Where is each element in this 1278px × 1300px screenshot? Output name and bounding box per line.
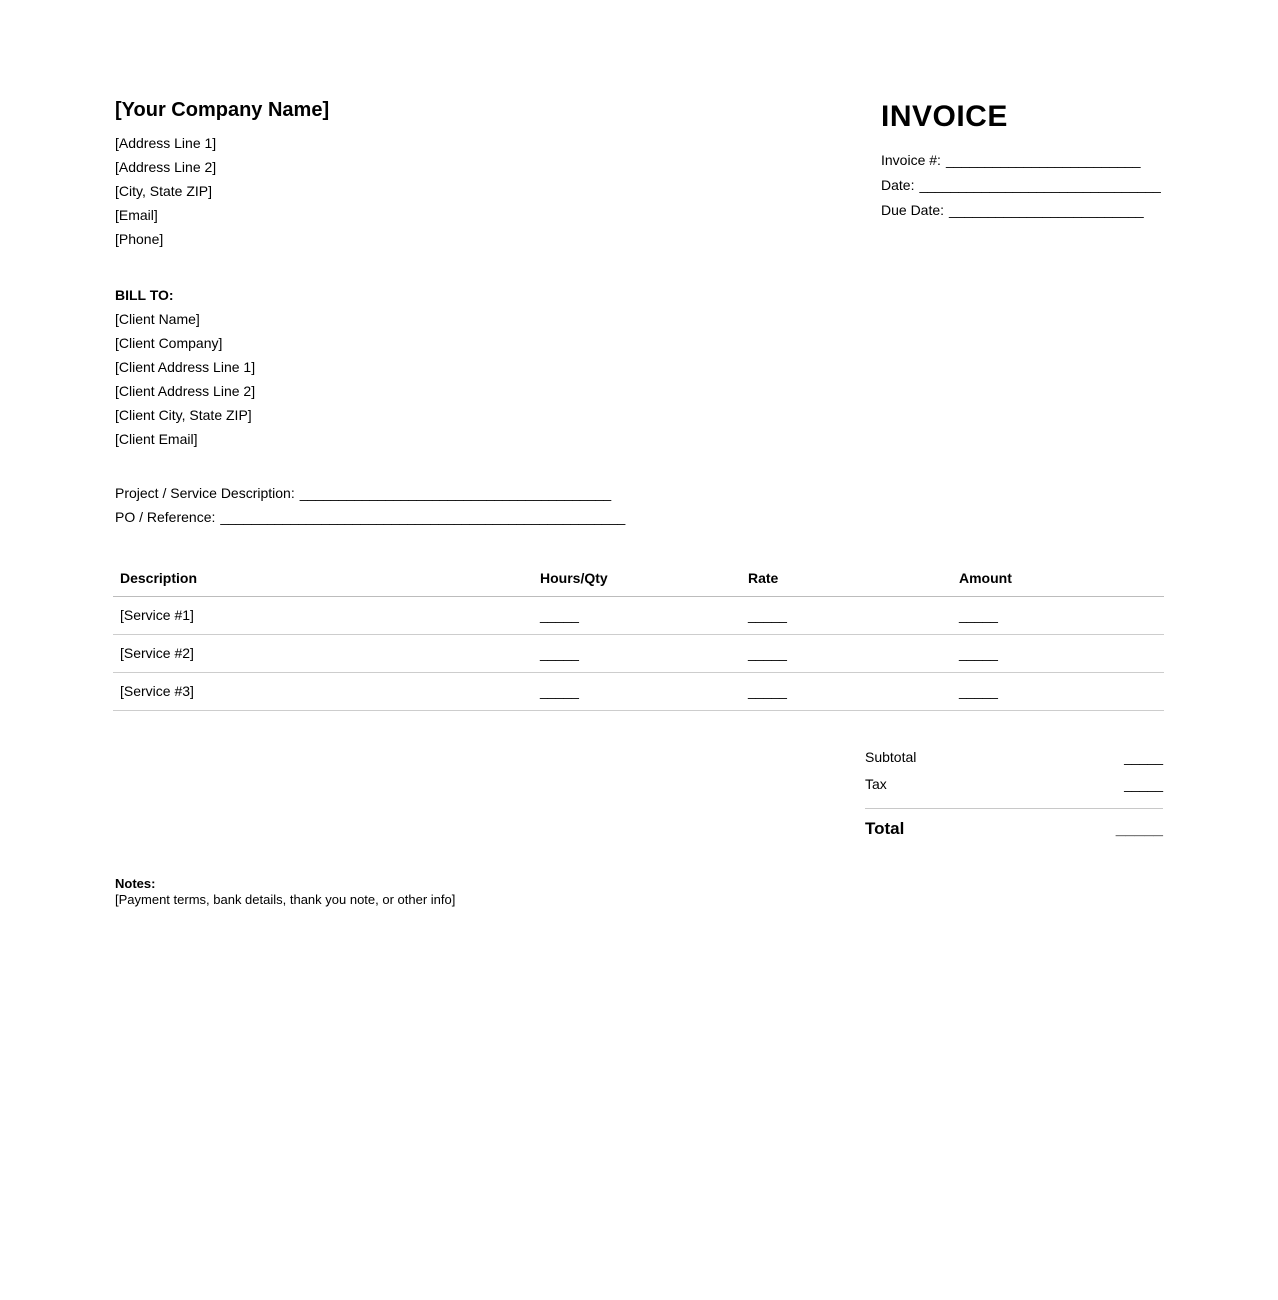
column-header-hours-qty: Hours/Qty bbox=[540, 560, 748, 596]
table-row bbox=[113, 596, 1164, 634]
invoice-due-date-label: Due Date: bbox=[881, 202, 945, 218]
company-block bbox=[115, 97, 329, 251]
tax-blank: _____ bbox=[1124, 776, 1163, 792]
items-table bbox=[113, 560, 1164, 711]
client-address-line: [Client Address Line 1] bbox=[115, 359, 256, 375]
invoice-number-blank: _________________________ bbox=[945, 152, 1141, 168]
project-description-label: Project / Service Description: bbox=[115, 485, 295, 501]
po-reference-line bbox=[115, 505, 625, 529]
invoice-date-blank: _______________________________ bbox=[919, 177, 1161, 193]
client-address-line: [Client Address Line 2] bbox=[115, 383, 256, 399]
service-description-cell: [Service #3] bbox=[113, 672, 540, 710]
hours-qty-blank: _____ bbox=[540, 672, 748, 710]
project-description-line bbox=[115, 481, 625, 505]
client-name-line: [Client Name] bbox=[115, 311, 200, 327]
client-email-line: [Client Email] bbox=[115, 431, 198, 447]
po-reference-blank: ____________________________________________________ bbox=[220, 509, 626, 525]
total-label: Total bbox=[865, 819, 905, 838]
invoice-due-date-line bbox=[881, 198, 1171, 223]
rate-blank: _____ bbox=[748, 596, 959, 634]
hours-qty-blank: _____ bbox=[540, 596, 748, 634]
reference-block bbox=[115, 481, 625, 529]
table-row bbox=[113, 634, 1164, 672]
amount-blank: _____ bbox=[959, 672, 1164, 710]
totals-block bbox=[865, 744, 1163, 849]
rate-blank: _____ bbox=[748, 634, 959, 672]
invoice-number-line bbox=[881, 148, 1171, 173]
po-reference-label: PO / Reference: bbox=[115, 509, 216, 525]
column-header-rate: Rate bbox=[748, 560, 959, 596]
hours-qty-blank: _____ bbox=[540, 634, 748, 672]
rate-blank: _____ bbox=[748, 672, 959, 710]
notes-heading: Notes: bbox=[115, 876, 156, 891]
company-address bbox=[115, 131, 329, 251]
invoice-date-label: Date: bbox=[881, 177, 915, 193]
tax-row bbox=[865, 771, 1163, 798]
invoice-date-line bbox=[881, 173, 1171, 198]
bill-to-block bbox=[115, 283, 255, 451]
total-row bbox=[865, 809, 1163, 849]
invoice-due-date-blank: _________________________ bbox=[949, 202, 1144, 218]
subtotal-label: Subtotal bbox=[865, 749, 917, 765]
invoice-meta bbox=[881, 148, 1171, 223]
notes-body: [Payment terms, bank details, thank you note, or other info] bbox=[115, 892, 456, 907]
company-address-line: [Address Line 1] bbox=[115, 135, 217, 151]
company-name: [Your Company Name] bbox=[115, 99, 330, 121]
notes-block bbox=[115, 876, 455, 908]
subtotal-row bbox=[865, 744, 1163, 771]
company-email-line: [Email] bbox=[115, 207, 158, 223]
client-company-line: [Client Company] bbox=[115, 335, 223, 351]
table-header-row bbox=[113, 560, 1164, 596]
amount-blank: _____ bbox=[959, 634, 1164, 672]
total-blank: _____ bbox=[1115, 819, 1163, 838]
tax-label: Tax bbox=[865, 776, 887, 792]
company-address-line: [Address Line 2] bbox=[115, 159, 217, 175]
company-phone-line: [Phone] bbox=[115, 231, 164, 247]
service-description-cell: [Service #2] bbox=[113, 634, 540, 672]
subtotal-blank: _____ bbox=[1124, 749, 1163, 765]
bill-to-heading: BILL TO: bbox=[115, 287, 174, 303]
amount-blank: _____ bbox=[959, 596, 1164, 634]
service-description-cell: [Service #1] bbox=[113, 596, 540, 634]
client-city-line: [Client City, State ZIP] bbox=[115, 407, 252, 423]
company-address-line: [City, State ZIP] bbox=[115, 183, 212, 199]
invoice-title: INVOICE bbox=[881, 100, 1008, 133]
column-header-description: Description bbox=[113, 560, 540, 596]
column-header-amount: Amount bbox=[959, 560, 1164, 596]
table-row bbox=[113, 672, 1164, 710]
invoice-number-label: Invoice #: bbox=[881, 152, 941, 168]
project-description-blank: ________________________________________ bbox=[299, 485, 612, 501]
invoice-header bbox=[881, 100, 1171, 223]
